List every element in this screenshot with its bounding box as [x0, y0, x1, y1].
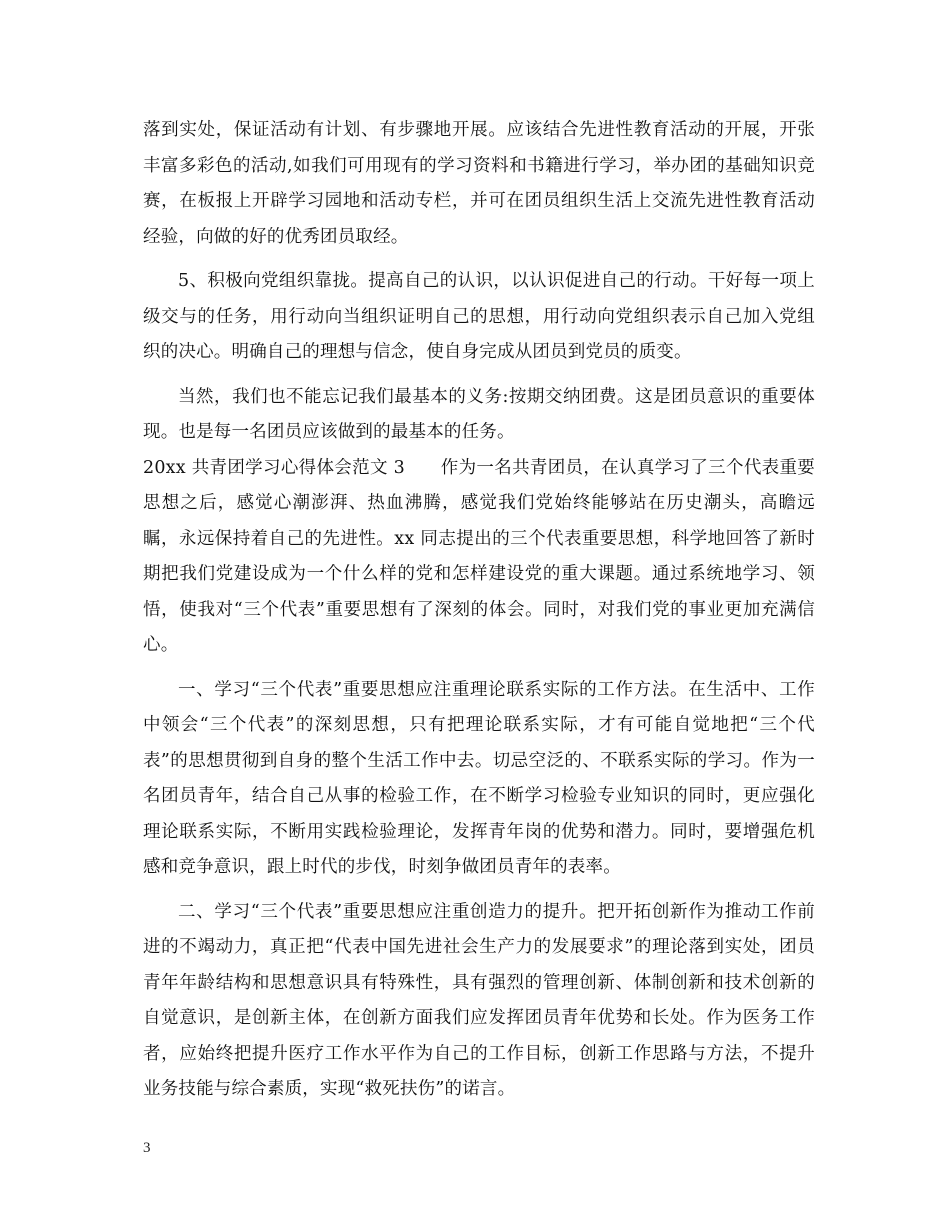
paragraph-point-one: 一、学习“三个代表”重要思想应注重理论联系实际的工作方法。在生活中、工作中领会“三个代表”的深刻思想，只有把理论联系实际，才有可能自觉地把“三个代表”的思想贯彻到自身的整个生活工作中去。切忌空泛的、不联系实际的学习。作为一名团员青年，结合自己从事的检验工作，在不断学习检验专业知识的同时，更应强化理论联系实际，不断用实践检验理论，发挥青年岗的优势和潜力。同时，要增强危机感和竞争意识，跟上时代的步伐，时刻争做团员青年的表率。: [143, 679, 815, 877]
page-number: 3: [143, 1140, 151, 1156]
paragraph-item-5: 5、积极向党组织靠拢。提高自己的认识，以认识促进自己的行动。干好每一项上级交与的任务，用行动向当组织证明自己的思想，用行动向党组织表示自己加入党组织的决心。明确自己的理想与信念，使自身完成从团员到党员的质变。: [143, 271, 815, 362]
paragraph-continuation: 落到实处，保证活动有计划、有步骤地开展。应该结合先进性教育活动的开展，开张丰富多彩色的活动,如我们可用现有的学习资料和书籍进行学习，举办团的基础知识竞赛，在板报上开辟学习园地和活动专栏，并可在团员组织生活上交流先进性教育活动经验，向做的好的优秀团员取经。: [143, 120, 815, 247]
paragraph-point-two: 二、学习“三个代表”重要思想应注重创造力的提升。把开拓创新作为推动工作前进的不竭动力，真正把“代表中国先进社会生产力的发展要求”的理论落到实处，团员青年年龄结构和思想意识具有特殊性，具有强烈的管理创新、体制创新和技术创新的自觉意识，是创新主体，在创新方面我们应发挥团员青年优势和长处。作为医务工作者，应始终把提升医疗工作水平作为自己的工作目标，创新工作思路与方法，不提升业务技能与综合素质，实现“救死扶伤”的诺言。: [143, 901, 815, 1099]
document-body: [143, 113, 815, 1108]
paragraph-essay-3-intro: 20xx 共青团学习心得体会范文 3 作为一名共青团员，在认真学习了三个代表重要思想之后，感觉心潮澎湃、热血沸腾，感觉我们党始终能够站在历史潮头，高瞻远瞩，永远保持着自己的先进性。xx 同志提出的三个代表重要思想，科学地回答了新时期把我们党建设成为一个什么样的党和怎样建设党的重大课题。通过系统地学习、领悟，使我对“三个代表”重要思想有了深刻的体会。同时，对我们党的事业更加充满信心。: [143, 457, 815, 655]
paragraph-party-dues: 当然，我们也不能忘记我们最基本的义务:按期交纳团费。这是团员意识的重要体现。也是每一名团员应该做到的最基本的任务。: [143, 386, 815, 442]
